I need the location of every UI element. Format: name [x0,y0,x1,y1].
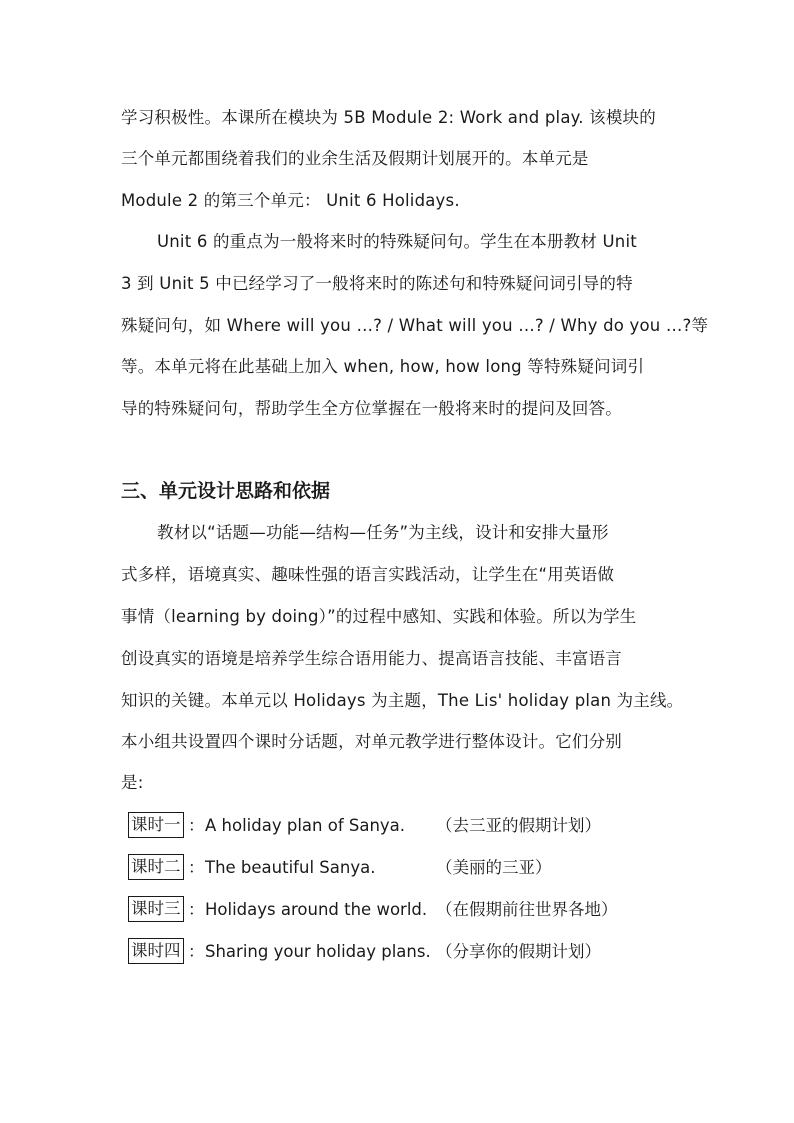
section3-line-7: 是: [121,773,144,792]
section3-line-6: 本小组共设置四个课时分话题，对单元教学进行整体设计。它们分别 [121,732,622,751]
lesson-item-1 [128,812,688,840]
lesson-title: Sharing your holiday plans. [205,942,431,961]
paragraph1-line-1: 学习积极性。本课所在模块为 5B Module 2: Work and play. 该模块的 [121,108,656,127]
paragraph1-line-3: Module 2 的第三个单元： Unit 6 Holidays. [121,191,460,210]
paragraph2-line-2: 3 到 Unit 5 中已经学习了一般将来时的陈述句和特殊疑问词引导的特 [121,274,633,293]
section3-line-4: 创设真实的语境是培养学生综合语用能力、提高语言技能、丰富语言 [121,649,622,668]
lesson-tag: 课时三 [128,896,184,922]
section3-line-3: 事情（learning by doing）”的过程中感知、实践和体验。所以为学生 [121,607,637,626]
section3-line-1: 教材以“话题—功能—结构—任务”为主线，设计和安排大量形 [157,523,609,542]
paragraph1-line-2: 三个单元都围绕着我们的业余生活及假期计划展开的。本单元是 [121,149,589,168]
lesson-tag: 课时一 [128,812,184,838]
lesson-item-4 [128,938,688,966]
paragraph2-line-1: Unit 6 的重点为一般将来时的特殊疑问句。学生在本册教材 Unit [157,232,637,251]
lesson-item-3 [128,896,688,924]
lesson-item-2 [128,854,688,882]
lesson-title: Holidays around the world. [205,900,428,919]
lesson-note: （美丽的三亚） [436,858,552,877]
lesson-note: （分享你的假期计划） [436,942,601,961]
lesson-colon: ： [188,858,205,877]
section3-line-5: 知识的关键。本单元以 Holidays 为主题，The Lis' holiday plan 为主线。 [121,691,684,710]
lesson-title: A holiday plan of Sanya. [205,816,406,835]
paragraph2-line-4: 等。本单元将在此基础上加入 when, how, how long 等特殊疑问词引 [121,357,645,376]
lesson-colon: ： [188,816,205,835]
lesson-colon: ： [188,942,205,961]
paragraph2-line-3: 殊疑问句，如 Where will you …? / What will you …? / Why do you …?等 [121,316,709,335]
section3-line-2: 式多样，语境真实、趣味性强的语言实践活动，让学生在“用英语做 [121,565,615,584]
lesson-tag: 课时四 [128,938,184,964]
section3-heading: 三、单元设计思路和依据 [121,480,331,502]
lesson-colon: ： [188,900,205,919]
lesson-title: The beautiful Sanya. [205,858,376,877]
paragraph2-line-5: 导的特殊疑问句，帮助学生全方位掌握在一般将来时的提问及回答。 [121,399,622,418]
lesson-note: （去三亚的假期计划） [436,816,601,835]
lesson-tag: 课时二 [128,854,184,880]
lesson-note: （在假期前往世界各地） [436,900,618,919]
